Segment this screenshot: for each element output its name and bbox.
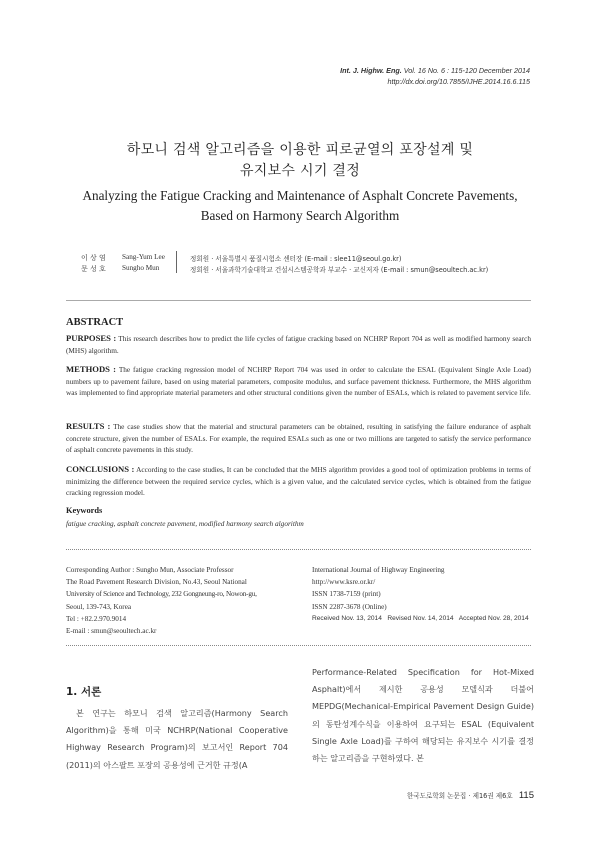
page-footer xyxy=(407,790,534,801)
author1-name-en: Sang-Yum Lee xyxy=(122,253,165,261)
author2-name-en: Sungho Mun xyxy=(122,264,160,272)
keywords-text: fatigue cracking, asphalt concrete pavement, modified harmony search algorithm xyxy=(66,519,304,528)
author1-name-ko: 이 상 염 xyxy=(81,254,106,262)
results-paragraph xyxy=(66,421,531,456)
correspondence-block xyxy=(66,564,296,637)
purposes-text: This research describes how to predict the life cycles of fatigue cracking based on NCHRP Report 704 as well as modified harmony search (MHS) algorithm. xyxy=(66,334,531,355)
corr-line2: The Road Pavement Research Division, No.43, Seoul National xyxy=(66,578,247,587)
journal-info-issn-print: ISSN 1738-7159 (print) xyxy=(312,590,381,599)
korean-title-line2: 유지보수 시기 결정 xyxy=(239,163,361,179)
corr-line5: Tel : +82.2.970.9014 xyxy=(66,614,127,623)
journal-info-dates: Received Nov. 13, 2014 Revised Nov. 14, 2014 Accepted Nov. 28, 2014 xyxy=(312,614,529,622)
journal-citation xyxy=(340,66,530,76)
corr-line3: University of Science and Technology, 232 Gongneung-ro, Nowon-gu, xyxy=(66,590,257,599)
intro-left-column: 본 연구는 하모니 검색 알고리즘(Harmony Search Algorithm)을 통해 미국 NCHRP(National Cooperative Highway Research Program)의 보고서인 Report 704 (2011)의 아스팔트 포장의 공용성에 근거한 규정(A xyxy=(66,708,288,770)
journal-info-url[interactable]: http://www.ksre.or.kr/ xyxy=(312,578,376,587)
keywords-heading: Keywords xyxy=(66,506,103,515)
volume-info: Vol. 16 No. 6 : 115-120 December 2014 xyxy=(403,66,530,75)
intro-heading: 1. 서론 xyxy=(66,686,102,698)
author-divider xyxy=(176,251,177,273)
abstract-bottom-rule xyxy=(66,549,531,550)
author2-name-ko: 문 성 호 xyxy=(81,265,106,273)
corr-line4: Seoul, 139-743, Korea xyxy=(66,602,132,611)
english-title-line2: Based on Harmony Search Algorithm xyxy=(200,208,400,223)
methods-label: METHODS : xyxy=(66,364,117,374)
author2-affiliation: 정회원 · 서울과학기술대학교 건설시스템공학과 부교수 · 교신저자 (E-mail : smun@seoultech.ac.kr) xyxy=(190,266,489,274)
korean-title-line1: 하모니 검색 알고리즘을 이용한 피로균열의 포장설계 및 xyxy=(126,142,474,158)
conclusions-text: According to the case studies, It can be concluded that the MHS algorithm provides a good tool of optimization problems in terms of minimizing the difference between the required service cycles, which is a given value, and the calculated service cycles, which is obtained from the fatigue cracking regression model. xyxy=(66,465,531,497)
methods-paragraph xyxy=(66,364,531,399)
abstract-top-rule xyxy=(66,300,531,301)
purposes-label: PURPOSES : xyxy=(66,333,117,343)
journal-info-issn-online: ISSN 2287-3678 (Online) xyxy=(312,602,387,611)
abstract-heading: ABSTRACT xyxy=(66,317,124,328)
page-number: 115 xyxy=(518,790,534,801)
english-title-line1: Analyzing the Fatigue Cracking and Maintenance of Asphalt Concrete Pavements, xyxy=(82,188,518,203)
corr-line6[interactable]: E-mail : smun@seoultech.ac.kr xyxy=(66,627,157,636)
author1-affiliation: 정회원 · 서울특별시 품질시험소 센터장 (E-mail : slee11@seoul.go.kr) xyxy=(190,255,402,263)
intro-right-column: Performance-Related Specification for Hot-Mixed Asphalt)에서 제시한 공용성 모델식과 더불어 MEPDG(Mechanical-Empirical Pavement Design Guide)의 동탄성계수식을 이용하여 요구되는 ESAL (Equivalent Single Axle Load)를 구하여 해당되는 유지보수 시기를 결정하는 알고리즘을 구현하였다. 본 xyxy=(312,667,534,764)
purposes-paragraph xyxy=(66,333,531,356)
journal-info-line1: International Journal of Highway Engineering xyxy=(312,566,445,574)
journal-name: Int. J. Highw. Eng. xyxy=(340,66,402,75)
footer-journal: 한국도로학회 논문집 · 제16권 제6호 xyxy=(406,792,513,800)
results-label: RESULTS : xyxy=(66,421,111,431)
doi-link[interactable]: http://dx.doi.org/10.7855/IJHE.2014.16.6.115 xyxy=(387,77,530,86)
journal-info-block xyxy=(312,564,537,625)
methods-text: The fatigue cracking regression model of NCHRP Report 704 was used in order to calculate the ESAL (Equivalent Single Axle Load) numbers up to pavement failure, based on using material parameters, composite modulus, and surface pavement thickness. Furthermore, the MHS algorithm was implemented to find appropriate material parameters and other structural conditions given the number of ESALs, which is related to pavement service life. xyxy=(66,365,531,397)
results-text: The case studies show that the material and structural parameters can be obtained, resulting in satisfying the failure endurance of asphalt concrete structure, given the number of ESALs. For example, the required ESALs such as one or two millions are targeted to satisfy the service performance of asphalt concrete pavements in this study. xyxy=(66,422,531,454)
info-bottom-rule xyxy=(66,645,531,646)
corr-line1: Corresponding Author : Sungho Mun, Associate Professor xyxy=(66,566,234,574)
conclusions-label: CONCLUSIONS : xyxy=(66,464,135,474)
conclusions-paragraph xyxy=(66,464,531,499)
